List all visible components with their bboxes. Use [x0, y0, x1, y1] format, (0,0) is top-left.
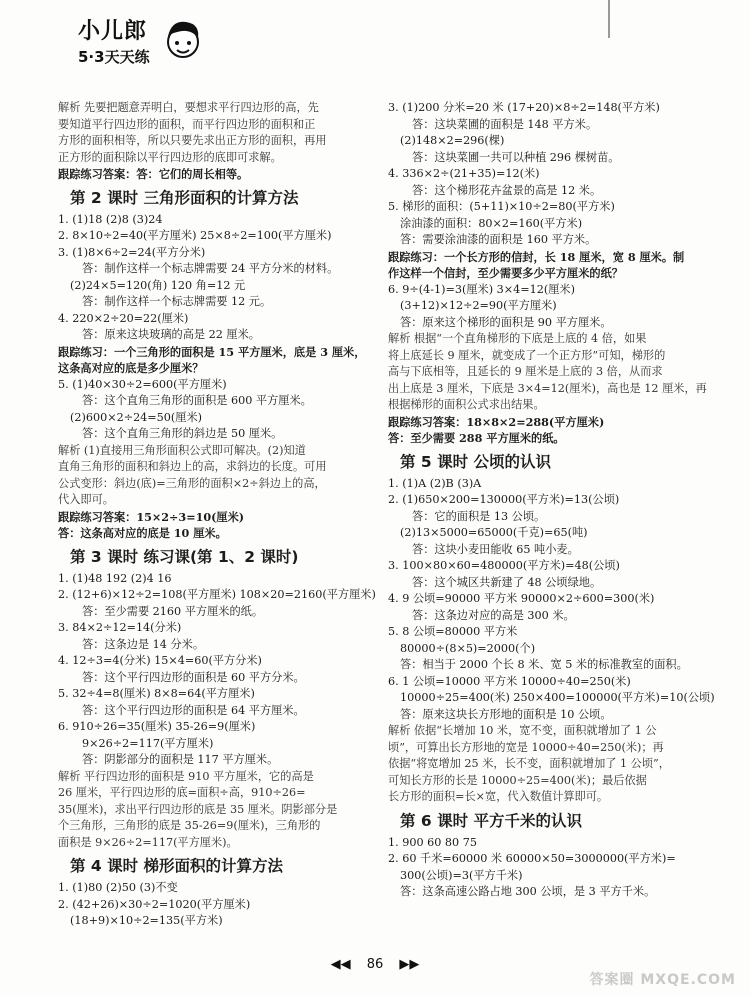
answer-line: 答：这个城区共新建了 48 公顷绿地。 — [412, 575, 602, 589]
analysis-line: 解析 (1)直接用三角形面积公式即可解决。(2)知道 — [58, 443, 306, 457]
section-heading: 第 4 课时 梯形面积的计算方法 — [70, 857, 283, 875]
practice-line: 跟踪练习：一个长方形的信封，长 18 厘米，宽 8 厘米。制 — [388, 249, 685, 264]
answer-line: 答：这条边是 14 分米。 — [82, 637, 205, 651]
practice-line: 这条高对应的底是多少厘米？ — [58, 361, 204, 375]
section-heading: 第 5 课时 公顷的认识 — [400, 452, 551, 471]
practice-line: 跟踪练习答案：18×8×2=288(平方厘米) — [388, 414, 605, 429]
answer-line: 4. 220×2÷20=22(厘米) — [58, 311, 189, 325]
practice-line: 跟踪练习：一个三角形的面积是 15 平方厘米，底是 3 厘米， — [58, 344, 366, 359]
analysis-line: 顷”，可算出长方形地的宽是 10000÷40=250(米)；再 — [388, 740, 664, 754]
answer-line: 4. 336×2÷(21+35)=12(米) — [388, 167, 540, 180]
analysis-line: 解析 先要把题意弄明白，要想求平行四边形的高，先 — [58, 101, 319, 114]
next-page-icon[interactable]: ▶▶ — [399, 957, 420, 972]
analysis-line: 个三角形，三角形的底是 35-26=9(厘米)，三角形的 — [58, 819, 321, 832]
answer-line: 4. 9 公顷=90000 平方米 90000×2÷600=300(米) — [388, 592, 655, 605]
answer-line: 答：相当于 2000 个长 8 米、宽 5 米的标准教室的面积。 — [400, 658, 688, 671]
answer-line: 答：制作这样一个标志牌需要 24 平方分米的材料。 — [82, 262, 339, 275]
answer-line: 答：这个直角三角形的斜边是 50 厘米。 — [82, 427, 283, 440]
answer-line: 答：需要涂油漆的面积是 160 平方米。 — [400, 233, 597, 246]
answer-line: 4. 12÷3=4(分米) 15×4=60(平方分米) — [58, 654, 262, 667]
answer-line: 2. 60 千米=60000 米 60000×50=3000000(平方米)= — [388, 852, 676, 865]
analysis-line: 出上底是 3 厘米，下底是 3×4=12(厘米)，高也是 12 厘米，再 — [388, 381, 707, 395]
answer-line: 300(公顷)=3(平方千米) — [400, 868, 523, 882]
boy-mascot-icon — [162, 18, 204, 64]
answer-line: 2. (42+26)×30÷2=1020(平方厘米) — [58, 897, 251, 911]
section-heading: 第 6 课时 平方千米的认识 — [400, 811, 582, 830]
analysis-line: 面积是 9×26÷2=117(平方厘米)。 — [58, 835, 238, 849]
answer-line: 3. 84×2÷12=14(分米) — [58, 621, 182, 634]
analysis-line: 长方形的面积=长×宽，代入数值计算即可。 — [388, 790, 609, 803]
practice-line: 跟踪练习答案：15×2÷3=10(厘米) — [58, 509, 245, 524]
answer-line: 9×26÷2=117(平方厘米) — [82, 736, 214, 750]
answer-line: 答：这个直角三角形的面积是 600 平方厘米。 — [82, 394, 312, 407]
analysis-line: 将上底延长 9 厘米，就变成了一个正方形”可知，梯形的 — [388, 348, 666, 362]
practice-line: 答：至少需要 288 平方厘米的纸。 — [388, 431, 565, 445]
answer-line: 5. 梯形的面积：(5+11)×10÷2=80(平方米) — [388, 200, 615, 213]
answer-line: 2. (1)650×200=130000(平方米)=13(公顷) — [388, 493, 620, 506]
scan-edge-line — [608, 0, 610, 38]
analysis-line: 依据“将宽增加 25 米，长不变，面积就增加了 1 公顷”， — [388, 757, 670, 770]
answer-line: (2)24×5=120(角) 120 角=12 元 — [70, 278, 246, 292]
answer-line: 6. 9÷(4-1)=3(厘米) 3×4=12(厘米) — [388, 282, 575, 296]
analysis-line: 可知长方形的长是 10000÷25=400(米)；最后依据 — [388, 773, 647, 787]
answer-line: 2. (12+6)×12÷2=108(平方厘米) 108×20=2160(平方厘米) — [58, 588, 376, 601]
answer-line: 答：阴影部分的面积是 117 平方厘米。 — [82, 753, 279, 766]
logo-title: 小儿郎 — [78, 19, 148, 44]
answer-line: (2)13×5000=65000(千克)=65(吨) — [400, 526, 588, 539]
answer-line: 1. (1)A (2)B (3)A — [388, 476, 482, 490]
brand-logo — [78, 12, 208, 72]
answer-line: 答：它的面积是 13 公顷。 — [412, 509, 546, 523]
answer-line: 1. (1)18 (2)8 (3)24 — [58, 212, 163, 226]
analysis-line: 代入即可。 — [58, 493, 114, 506]
analysis-line: 根据梯形的面积公式求出结果。 — [388, 398, 545, 411]
watermark: 答案圈 MXQE.COM — [589, 972, 736, 988]
answer-line: 答：这个平行四边形的面积是 64 平方厘米。 — [82, 703, 305, 717]
answer-line: 80000÷(8×5)=2000(个) — [400, 641, 536, 655]
page-number: 86 — [366, 957, 384, 972]
answer-line: 答：这个平行四边形的面积是 60 平方分米。 — [82, 670, 305, 684]
analysis-line: 公式变形：斜边(底)=三角形的面积×2÷斜边上的高， — [58, 476, 326, 490]
answer-line: 1. (1)80 (2)50 (3)不变 — [58, 881, 178, 894]
analysis-line: 26 厘米，平行四边形的底=面积÷高，910÷26= — [58, 786, 306, 799]
answer-line: 5. 8 公顷=80000 平方米 — [388, 625, 518, 638]
answer-line: (18+9)×10÷2=135(平方米) — [70, 914, 223, 927]
answer-line: 3. (1)200 分米=20 米 (17+20)×8÷2=148(平方米) — [388, 101, 660, 114]
answer-line: 1. 900 60 80 75 — [388, 835, 477, 849]
answer-line: (2)600×2÷24=50(厘米) — [70, 410, 203, 424]
analysis-line: 解析 平行四边形的面积是 910 平方厘米，它的高是 — [58, 769, 314, 783]
answer-line: 答：制作这样一个标志牌需要 12 元。 — [82, 295, 272, 308]
answer-line: (3+12)×12÷2=90(平方厘米) — [400, 299, 557, 312]
analysis-line: 高与下底相等，且延长的 9 厘米是上底的 3 倍，从而求 — [388, 365, 663, 378]
answer-line: 6. 910÷26=35(厘米) 35-26=9(厘米) — [58, 720, 256, 733]
answer-line: 答：原来这个梯形的面积是 90 平方厘米。 — [400, 315, 612, 329]
practice-line: 跟踪练习答案：答：它们的周长相等。 — [58, 167, 249, 181]
analysis-line: 解析 依据“长增加 10 米，宽不变，面积就增加了 1 公 — [388, 724, 657, 737]
answer-line: 答：这块菜圃的面积是 148 平方米。 — [412, 117, 598, 131]
section-heading: 第 2 课时 三角形面积的计算方法 — [70, 188, 299, 207]
analysis-line: 解析 根据“一个直角梯形的下底是上底的 4 倍，如果 — [388, 332, 647, 345]
answer-line: 3. (1)8×6÷2=24(平方分米) — [58, 245, 206, 259]
practice-line: 作这样一个信封，至少需要多少平方厘米的纸？ — [388, 266, 623, 280]
answer-line: 涂油漆的面积：80×2=160(平方米) — [400, 216, 583, 230]
analysis-line: 方形的面积相等，所以只要先求出正方形的面积，再用 — [58, 134, 327, 147]
answer-line: 答：原来这块长方形地的面积是 10 公顷。 — [400, 707, 612, 721]
prev-page-icon[interactable]: ◀◀ — [330, 957, 351, 972]
answer-line: 5. 32÷4=8(厘米) 8×8=64(平方厘米) — [58, 687, 255, 700]
answer-line: (2)148×2=296(棵) — [400, 134, 505, 147]
answer-line: 答：这块小麦田能收 65 吨小麦。 — [412, 542, 579, 556]
answer-line: 6. 1 公顷=10000 平方米 10000÷40=250(米) — [388, 674, 631, 688]
analysis-line: 直角三角形的面积和斜边上的高，求斜边的长度。可用 — [58, 460, 327, 473]
answer-line: 10000÷25=400(米) 250×400=100000(平方米)=10(公顷) — [400, 691, 715, 704]
answer-line: 1. (1)48 192 (2)4 16 — [58, 571, 172, 585]
left-column — [58, 100, 388, 930]
answer-line: 2. 8×10÷2=40(平方厘米) 25×8÷2=100(平方厘米) — [58, 229, 332, 242]
analysis-line: 要知道平行四边形的面积，而平行四边形的面积和正 — [58, 117, 316, 131]
logo-subtitle: 5·3天天练 — [78, 48, 150, 66]
practice-line: 答：这条高对应的底是 10 厘米。 — [58, 526, 227, 540]
analysis-line: 35(厘米)，求出平行四边形的底是 35 厘米。阴影部分是 — [58, 802, 338, 816]
answer-line: 答：至少需要 2160 平方厘米的纸。 — [82, 604, 264, 618]
answer-line: 答：原来这块玻璃的高是 22 厘米。 — [82, 328, 260, 341]
answer-line: 5. (1)40×30÷2=600(平方厘米) — [58, 377, 227, 391]
answer-line: 答：这条边对应的高是 300 米。 — [412, 608, 575, 622]
section-heading: 第 3 课时 练习课(第 1、2 课时) — [70, 547, 299, 566]
answer-line: 答：这块菜圃一共可以种植 296 棵树苗。 — [412, 150, 620, 164]
answer-line: 答：这个梯形花卉盆景的高是 12 米。 — [412, 183, 602, 197]
right-column — [388, 100, 718, 901]
answer-line: 答：这条高速公路占地 300 公顷，是 3 平方千米。 — [400, 885, 656, 898]
answer-line: 3. 100×80×60=480000(平方米)=48(公顷) — [388, 559, 620, 572]
analysis-line: 正方形的面积除以平行四边形的底即可求解。 — [58, 150, 282, 164]
